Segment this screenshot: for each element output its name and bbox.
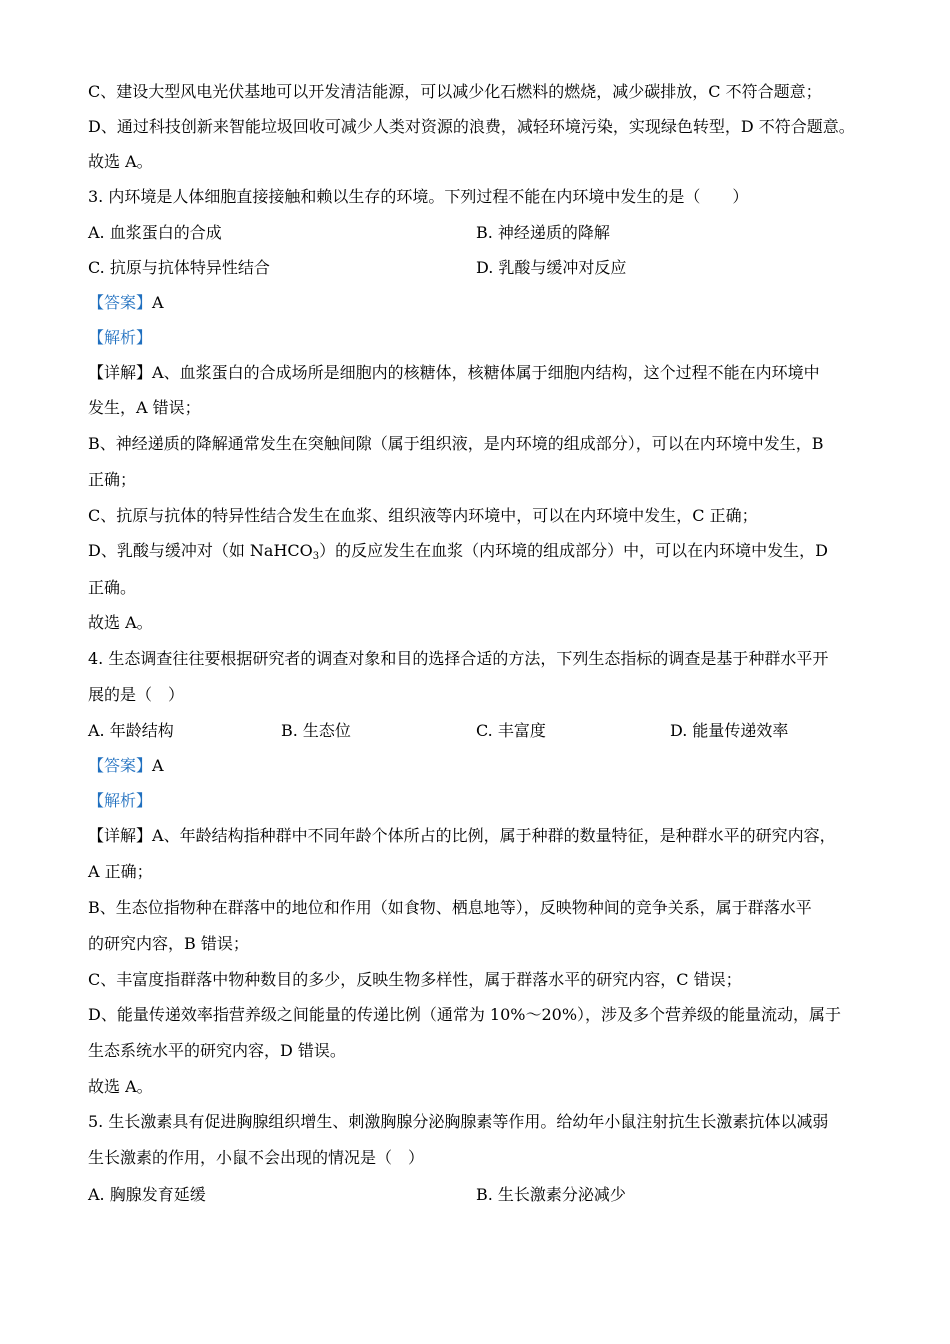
- q3-analysis-tag: 【解析】: [88, 328, 153, 347]
- q4-detail-d-line1: D、能量传递效率指营养级之间能量的传递比例（通常为 10%～20%），涉及多个营养级的能量流动，属于: [88, 1005, 842, 1024]
- answer-value: A: [152, 756, 164, 775]
- detail-tag: 【详解】: [88, 363, 153, 382]
- q2-conclusion: 故选 A。: [88, 152, 153, 171]
- subscript: 3: [312, 551, 320, 562]
- answer-tag: 【答案】: [88, 756, 153, 775]
- q3-stem: 3. 内环境是人体细胞直接接触和赖以生存的环境。下列过程不能在内环境中发生的是（ ）: [88, 187, 749, 206]
- answer-value: A: [152, 293, 164, 312]
- q5-stem-line2: 生长激素的作用，小鼠不会出现的情况是（ ）: [88, 1148, 425, 1167]
- answer-tag: 【答案】: [88, 293, 153, 312]
- q4-conclusion: 故选 A。: [88, 1077, 153, 1096]
- detail-tag: 【详解】: [88, 826, 153, 845]
- q4-option-d: D. 能量传递效率: [670, 721, 789, 740]
- q4-option-b: B. 生态位: [281, 721, 351, 740]
- q3-option-c: C. 抗原与抗体特异性结合: [88, 258, 270, 277]
- q4-option-c: C. 丰富度: [476, 721, 546, 740]
- q4-detail-a-line1: 【详解】A、年龄结构指种群中不同年龄个体所占的比例，属于种群的数量特征，是种群水平的研究内容，: [88, 826, 836, 845]
- q4-detail-a-line2: A 正确；: [88, 862, 153, 881]
- q5-stem-line1: 5. 生长激素具有促进胸腺组织增生、刺激胸腺分泌胸腺素等作用。给幼年小鼠注射抗生长激素抗体以减弱: [88, 1112, 829, 1131]
- q5-option-b: B. 生长激素分泌减少: [476, 1185, 626, 1204]
- q4-stem-line1: 4. 生态调查往往要根据研究者的调查对象和目的选择合适的方法，下列生态指标的调查是基于种群水平开: [88, 649, 829, 668]
- q4-detail-b-line2: 的研究内容，B 错误；: [88, 934, 249, 953]
- q4-option-a: A. 年龄结构: [88, 721, 174, 740]
- q3-detail-c: C、抗原与抗体的特异性结合发生在血浆、组织液等内环境中，可以在内环境中发生，C 正确；: [88, 506, 758, 525]
- q3-conclusion: 故选 A。: [88, 613, 153, 632]
- q2-option-d-explanation: D、通过科技创新来智能垃圾回收可减少人类对资源的浪费，减轻环境污染，实现绿色转型，D 不符合题意。: [88, 117, 855, 136]
- q3-detail-a-line1: 【详解】A、血浆蛋白的合成场所是细胞内的核糖体，核糖体属于细胞内结构，这个过程不能在内环境中: [88, 363, 820, 382]
- q4-detail-b-line1: B、生态位指物种在群落中的地位和作用（如食物、栖息地等），反映物种间的竞争关系，属于群落水平: [88, 898, 812, 917]
- q4-answer: [88, 756, 164, 776]
- q3-option-b: B. 神经递质的降解: [476, 223, 610, 242]
- q3-option-a: A. 血浆蛋白的合成: [88, 223, 222, 242]
- q4-detail-d-line2: 生态系统水平的研究内容，D 错误。: [88, 1041, 346, 1060]
- q2-option-c-explanation: C、建设大型风电光伏基地可以开发清洁能源，可以减少化石燃料的燃烧，减少碳排放，C 不符合题意；: [88, 82, 822, 101]
- q3-answer: [88, 293, 164, 313]
- q4-detail-c: C、丰富度指群落中物种数目的多少，反映生物多样性，属于群落水平的研究内容，C 错误；: [88, 970, 742, 989]
- q3-detail-d-line1: D、乳酸与缓冲对（如 NaHCO$_3$）的反应发生在血浆（内环境的组成部分）中，可以在内环境中发生，D: [88, 541, 828, 562]
- q3-detail-b-line2: 正确；: [88, 470, 137, 489]
- q3-detail-b-line1: B、神经递质的降解通常发生在突触间隙（属于组织液，是内环境的组成部分），可以在内环境中发生，B: [88, 434, 824, 453]
- q3-detail-d-line2: 正确。: [88, 578, 137, 597]
- q4-analysis-tag: 【解析】: [88, 791, 153, 810]
- q3-detail-a-line2: 发生，A 错误；: [88, 398, 201, 417]
- q5-option-a: A. 胸腺发育延缓: [88, 1185, 206, 1204]
- q3-option-d: D. 乳酸与缓冲对反应: [476, 258, 627, 277]
- q4-stem-line2: 展的是（ ）: [88, 685, 185, 704]
